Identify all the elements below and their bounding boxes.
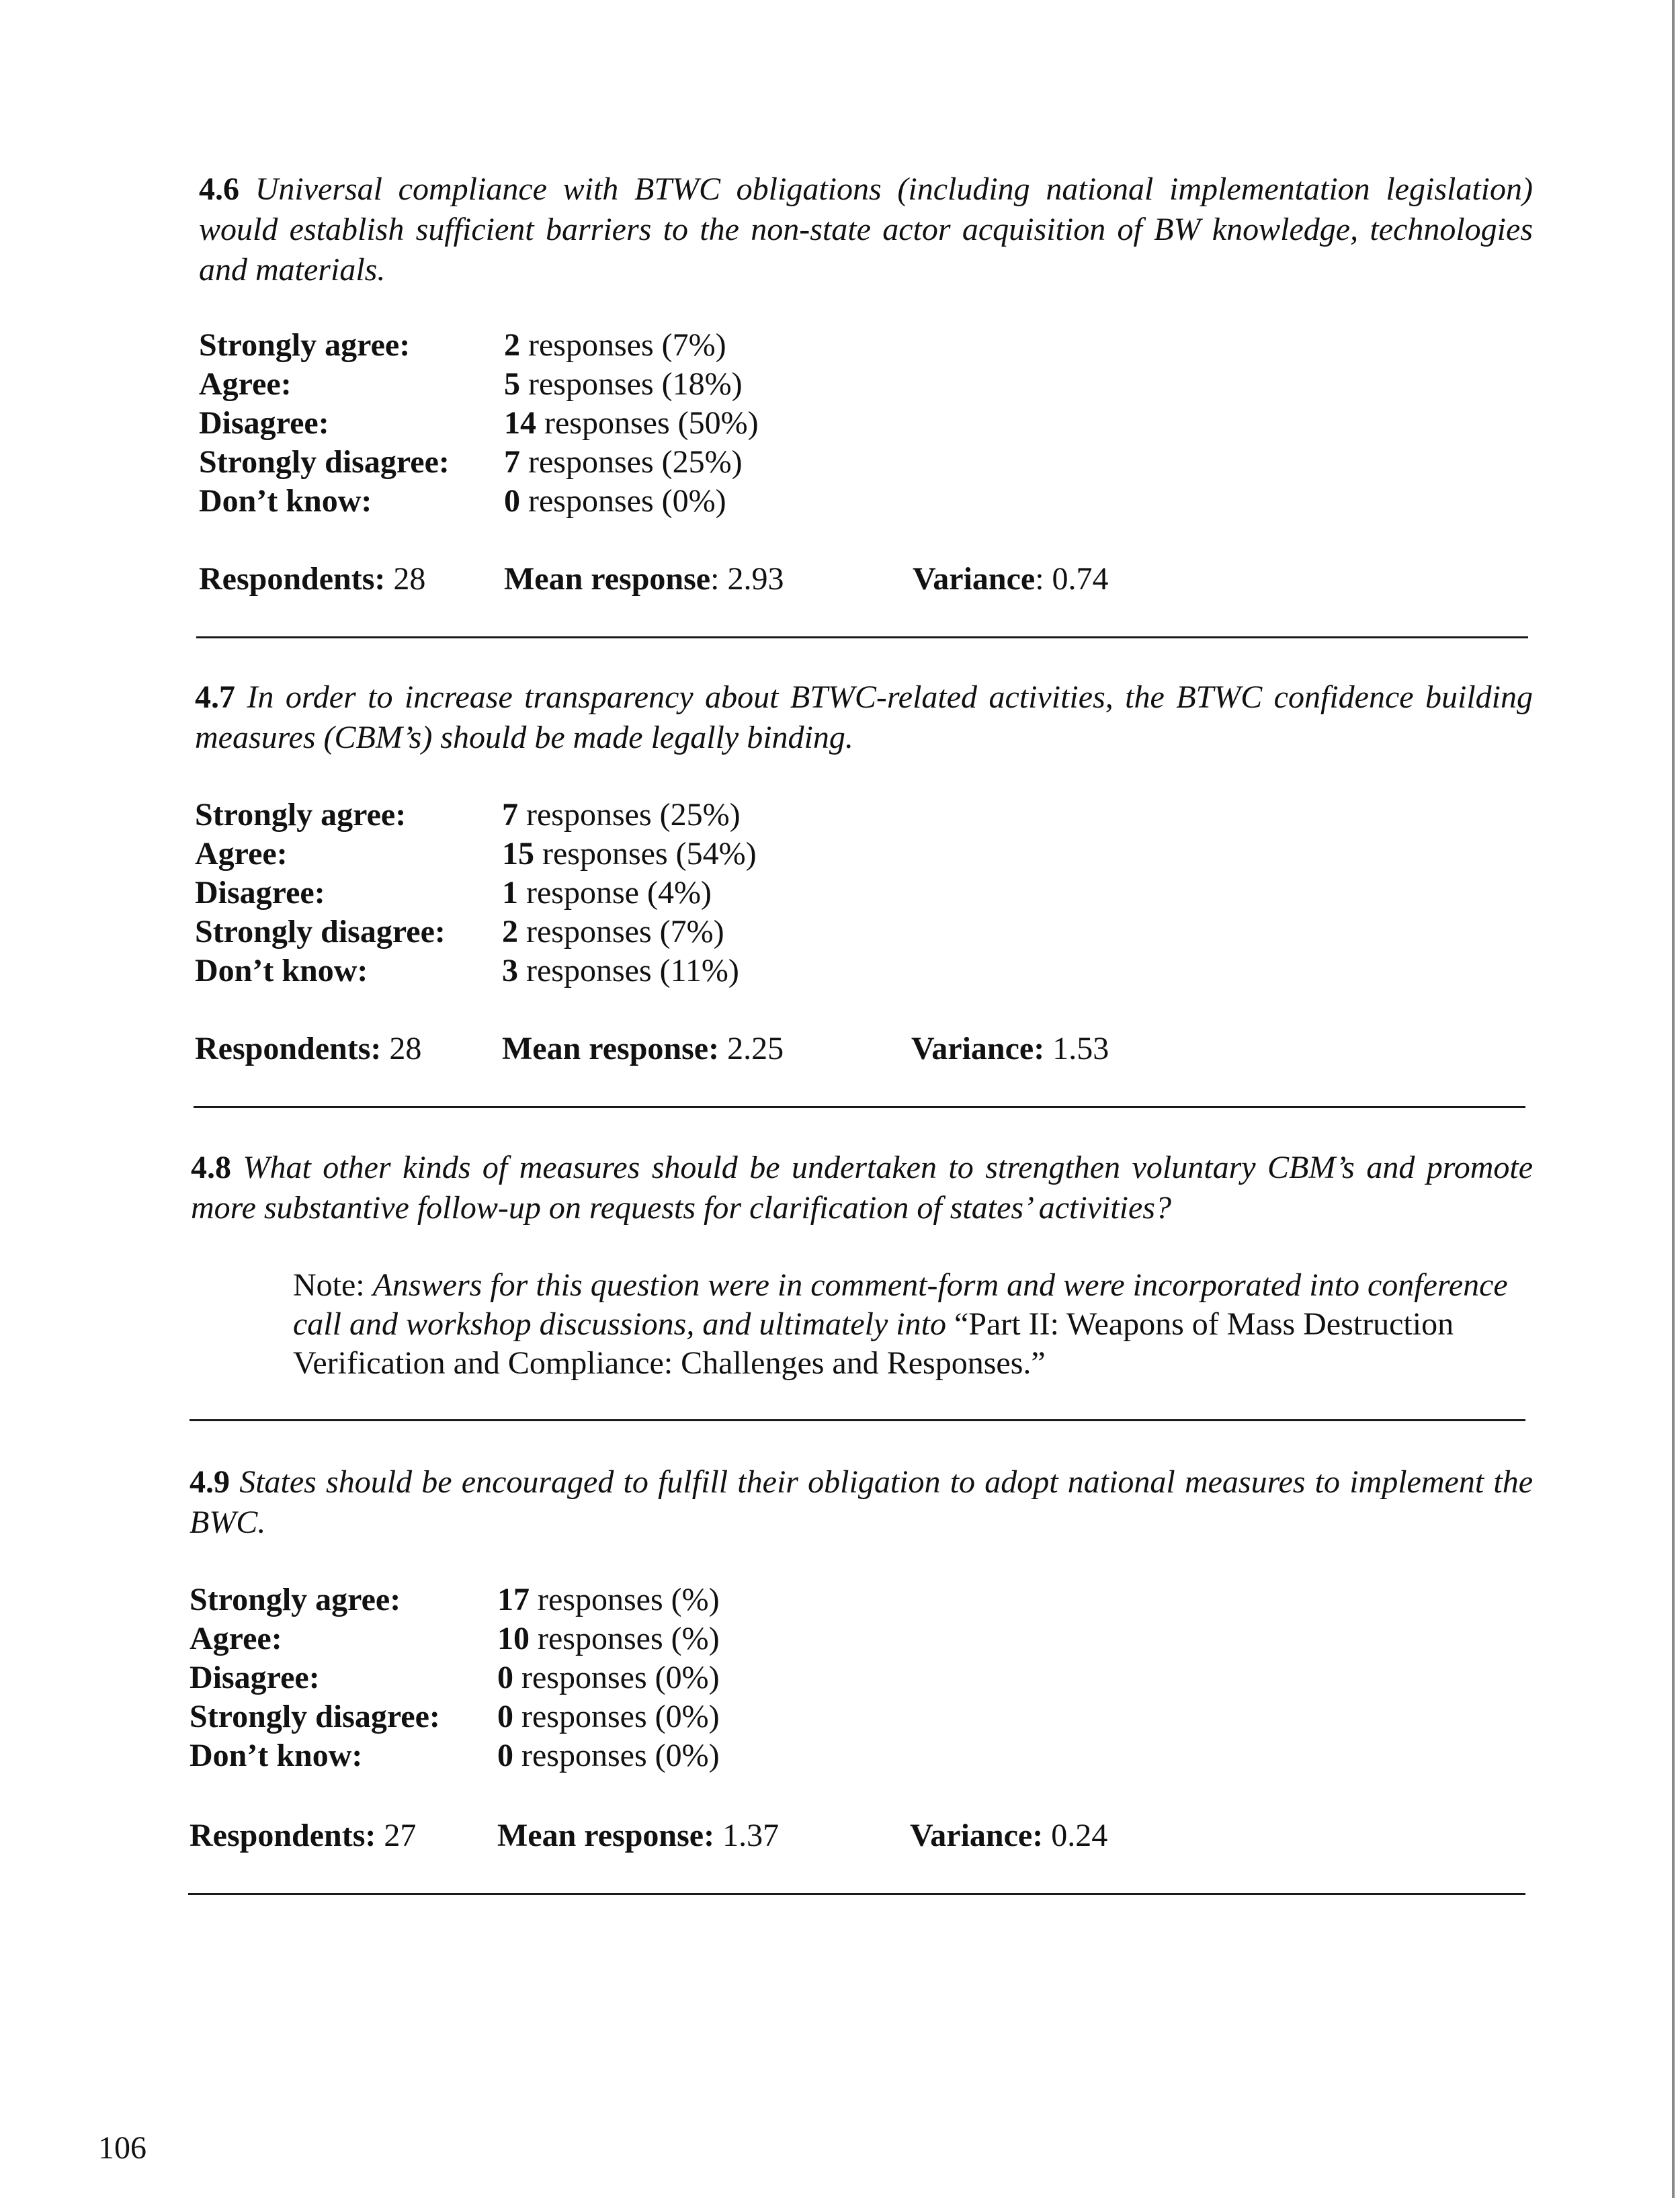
question-number: 4.6 bbox=[199, 171, 239, 207]
response-value bbox=[502, 796, 741, 835]
mean-value: 1.37 bbox=[714, 1818, 780, 1853]
response-count: 7 bbox=[504, 444, 520, 480]
response-value bbox=[497, 1580, 720, 1619]
response-text: responses (7%) bbox=[518, 914, 724, 949]
note-label: Note: bbox=[293, 1267, 373, 1303]
response-label: Strongly disagree: bbox=[199, 444, 450, 480]
question-text bbox=[191, 1148, 1533, 1228]
question-number: 4.9 bbox=[190, 1464, 230, 1500]
response-value bbox=[502, 913, 724, 952]
mean-value: 2.25 bbox=[719, 1031, 784, 1066]
response-row bbox=[199, 482, 372, 521]
response-value bbox=[504, 404, 759, 443]
response-row bbox=[190, 1697, 440, 1736]
question-body: What other kinds of measures should be undertaken to strengthen voluntary CBM’s and promote more substantive follow-up on requests for clarification of states’ activities? bbox=[191, 1150, 1534, 1226]
variance-stat bbox=[913, 560, 1109, 599]
response-text: responses (54%) bbox=[534, 836, 757, 872]
respondents-label: Respondents: bbox=[199, 561, 386, 597]
variance-label: Variance bbox=[913, 561, 1036, 597]
response-count: 0 bbox=[497, 1660, 513, 1695]
respondents-value: 28 bbox=[381, 1031, 422, 1066]
response-label: Strongly agree: bbox=[190, 1582, 401, 1617]
response-label: Disagree: bbox=[190, 1660, 320, 1695]
page-edge bbox=[1672, 0, 1675, 2198]
response-label: Don’t know: bbox=[190, 1738, 363, 1773]
response-row bbox=[199, 443, 450, 482]
response-count: 1 bbox=[502, 875, 518, 911]
response-value bbox=[502, 874, 712, 913]
variance-stat bbox=[910, 1816, 1107, 1855]
response-row bbox=[195, 874, 325, 913]
section-divider bbox=[196, 636, 1528, 638]
response-row bbox=[190, 1619, 282, 1658]
response-value bbox=[497, 1619, 720, 1658]
response-count: 2 bbox=[504, 327, 520, 363]
response-value bbox=[497, 1736, 720, 1775]
note-reference: “Part II: Weapons of Mass Destruction Verification and Compliance: Challenges and Responses.” bbox=[293, 1306, 1454, 1381]
response-label: Agree: bbox=[190, 1621, 282, 1656]
response-text: responses (0%) bbox=[513, 1699, 720, 1734]
variance-label: Variance: bbox=[910, 1818, 1044, 1853]
response-count: 3 bbox=[502, 953, 518, 988]
question-number: 4.8 bbox=[191, 1150, 231, 1185]
respondents-value: 28 bbox=[385, 561, 426, 597]
response-count: 10 bbox=[497, 1621, 530, 1656]
response-text: responses (0%) bbox=[513, 1738, 720, 1773]
response-value bbox=[504, 365, 743, 404]
response-count: 17 bbox=[497, 1582, 530, 1617]
response-row bbox=[195, 835, 288, 874]
respondents-label: Respondents: bbox=[190, 1818, 376, 1853]
response-label: Strongly agree: bbox=[199, 327, 411, 363]
section-divider bbox=[188, 1893, 1525, 1895]
respondents-label: Respondents: bbox=[195, 1031, 382, 1066]
response-value bbox=[504, 326, 726, 365]
response-count: 0 bbox=[497, 1738, 513, 1773]
question-text bbox=[199, 169, 1533, 290]
variance-label: Variance: bbox=[911, 1031, 1045, 1066]
response-label: Strongly agree: bbox=[195, 797, 407, 833]
mean-stat bbox=[497, 1816, 779, 1855]
response-count: 15 bbox=[502, 836, 534, 872]
response-text: responses (7%) bbox=[520, 327, 726, 363]
note-paragraph bbox=[293, 1266, 1534, 1383]
response-text: responses (0%) bbox=[520, 483, 726, 519]
question-text bbox=[195, 677, 1533, 758]
response-text: responses (0%) bbox=[513, 1660, 720, 1695]
mean-label: Mean response bbox=[504, 561, 711, 597]
response-text: responses (50%) bbox=[536, 405, 759, 441]
response-count: 5 bbox=[504, 366, 520, 402]
response-row bbox=[199, 365, 292, 404]
section-divider bbox=[194, 1106, 1525, 1108]
response-count: 2 bbox=[502, 914, 518, 949]
note-italic-text: Answers for this question were in comment-form and were incorporated into conference call and workshop discussions, and ultimately into bbox=[293, 1267, 1508, 1342]
response-value bbox=[502, 835, 757, 874]
variance-stat bbox=[911, 1029, 1109, 1068]
response-row bbox=[190, 1580, 401, 1619]
section-divider bbox=[190, 1419, 1525, 1421]
response-value bbox=[504, 482, 726, 521]
response-text: responses (18%) bbox=[520, 366, 743, 402]
response-count: 0 bbox=[497, 1699, 513, 1734]
respondents-stat bbox=[199, 560, 425, 599]
response-value bbox=[497, 1658, 720, 1697]
response-text: response (4%) bbox=[518, 875, 712, 911]
variance-value: : 0.74 bbox=[1035, 561, 1109, 597]
response-row bbox=[195, 796, 406, 835]
mean-label: Mean response: bbox=[502, 1031, 720, 1066]
respondents-value: 27 bbox=[376, 1818, 417, 1853]
response-text: responses (25%) bbox=[518, 797, 741, 833]
variance-value: 0.24 bbox=[1043, 1818, 1108, 1853]
response-text: responses (%) bbox=[530, 1621, 720, 1656]
response-row bbox=[195, 913, 446, 952]
question-text bbox=[190, 1462, 1533, 1543]
response-count: 7 bbox=[502, 797, 518, 833]
response-value bbox=[497, 1697, 720, 1736]
respondents-stat bbox=[195, 1029, 421, 1068]
mean-stat bbox=[502, 1029, 784, 1068]
response-label: Strongly disagree: bbox=[190, 1699, 440, 1734]
question-body: In order to increase transparency about BTWC-related activities, the BTWC confidence building measures (CBM’s) should be made legally binding. bbox=[195, 679, 1534, 755]
mean-label: Mean response: bbox=[497, 1818, 715, 1853]
question-number: 4.7 bbox=[195, 679, 235, 715]
response-text: responses (%) bbox=[530, 1582, 720, 1617]
response-row bbox=[190, 1736, 362, 1775]
mean-value: : 2.93 bbox=[710, 561, 784, 597]
response-label: Don’t know: bbox=[195, 953, 368, 988]
question-body: Universal compliance with BTWC obligations (including national implementation legislation) would establish sufficient barriers to the non-state actor acquisition of BW knowledge, technologies and materials. bbox=[199, 171, 1533, 288]
response-value bbox=[504, 443, 743, 482]
response-label: Agree: bbox=[195, 836, 288, 872]
response-row bbox=[199, 404, 329, 443]
response-row bbox=[195, 952, 368, 990]
variance-value: 1.53 bbox=[1044, 1031, 1109, 1066]
response-label: Strongly disagree: bbox=[195, 914, 446, 949]
response-label: Disagree: bbox=[199, 405, 329, 441]
response-row bbox=[190, 1658, 320, 1697]
response-text: responses (11%) bbox=[518, 953, 739, 988]
response-label: Don’t know: bbox=[199, 483, 372, 519]
response-count: 14 bbox=[504, 405, 536, 441]
response-text: responses (25%) bbox=[520, 444, 743, 480]
response-row bbox=[199, 326, 410, 365]
response-label: Disagree: bbox=[195, 875, 325, 911]
response-label: Agree: bbox=[199, 366, 292, 402]
response-count: 0 bbox=[504, 483, 520, 519]
question-body: States should be encouraged to fulfill their obligation to adopt national measures to implement the BWC. bbox=[190, 1464, 1533, 1540]
page-number: 106 bbox=[98, 2130, 146, 2166]
response-value bbox=[502, 952, 739, 990]
mean-stat bbox=[504, 560, 784, 599]
respondents-stat bbox=[190, 1816, 416, 1855]
